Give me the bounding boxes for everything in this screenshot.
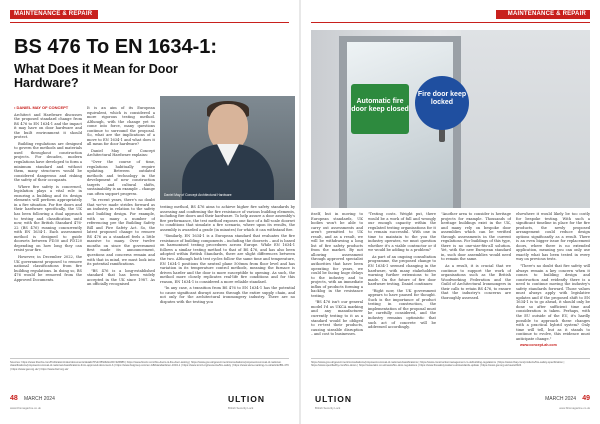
article-subhead: What Does it Mean for Door Hardware? — [14, 62, 178, 90]
photo-caption: Daniel May of Concept Architectural Hardware — [164, 193, 232, 197]
company-website-link[interactable]: www.concept-ah.com — [520, 343, 557, 348]
paragraph: "In any case, a transition from BS 476 to EN 1634-1 has the potential to cause significant disrupt across through the entire supply chain, and not only for the architectural ironmongery industry. There are no disputes with the testing you — [160, 286, 295, 304]
fire-door-sign-green: Automatic fire door keep closed — [351, 84, 409, 134]
page-footer — [311, 392, 590, 414]
article-headline: BS 476 To EN 1634-1: — [14, 36, 218, 58]
paragraph: "Testing costs. Weight put, there would be a work of full and wrongly our enough capacity within the regulated testing organisations for it to remain successful. With one in time to maintain to the you the industry operates, we must question whether it's a viable contractor or if we would be adding to a problem? — [368, 212, 436, 253]
body-column-3 — [441, 212, 511, 357]
page-number: 48 — [10, 395, 18, 402]
paragraph: itself, but in moving to European standards, UK bodies won't be able to carry out assessments and aren't permitted to UK result, and as a result, we will be withdrawing a long list of fire safety products from the market. By not allowing assessment through approved specialist authorities that have been operating for years, we could be facing huge delays to the industry and to projects, with an immediate influx of products forming a backlog in the resistance testing. — [311, 212, 363, 298]
wall — [461, 30, 590, 208]
body-column-1 — [311, 212, 363, 357]
author-portrait-photo — [160, 96, 295, 200]
page-number: 49 — [582, 395, 590, 402]
brand-logo: ULTION — [228, 394, 266, 404]
body-column-2 — [368, 212, 436, 357]
magazine-website: www.bhsmagazine.co.uk — [10, 406, 41, 410]
paragraph: Architect and Hardware discusses the proposed standard change from BS 476 to EN 1634-1 and the impact it may have on door hardware and the built environment it should protect. — [14, 112, 82, 140]
paragraph: It is an aim of its European equivalent, which is considered a more rigorous testing method. Although, with the change yet to come into force, many questions continue to surround the proposal. So, what are the implications of a move to EN 1634-1 and what does it all mean for door hardware? — [87, 106, 155, 147]
body-column-2 — [87, 106, 155, 356]
brand-tagline: British Security Lock — [315, 406, 341, 410]
paragraph: "There's no doubt that fire safety will always remain a key concern when it comes to building design and construction and evidently there is a need to continue moving the industry's safety standards forward. Those values must always apply with legislative updates and if the proposed shift to EN 1634-1 is to go ahead, it should only be done so after sufficient time and consideration is taken. Perhaps, with the EU outside of the EU, it's hardly possible to approach these changes with a practical hybrid system? Only time will tell, but as it stands to continue to evolve, this evidence must anticipate change." — [516, 264, 590, 341]
issue-month: MARCH 2024 — [24, 396, 55, 402]
paragraph: "BS 476 is a long-established standard that has been widely accepted in the UK since 1987. As an officially recognised — [87, 268, 155, 287]
section-tag: MAINTENANCE & REPAIR — [496, 10, 590, 19]
fire-door-photo — [311, 30, 590, 208]
paragraph: testing method, BS 476 aims to achieve higher fire safety standards by assessing and confirming the fire resistance of various building elements, including fire doors and their hardware. To help assure a door assembly's fire performance, the test method exposes one face of a full-scale doorset to conditions that simulate a fire scenario, where upon its results, the assembly is awarded a grade (in minutes) for which it can withstand fire. — [160, 205, 295, 232]
paragraph: Daniel May of Concept Architectural Hardware explains: — [87, 148, 155, 158]
brand-logo: ULTION — [315, 394, 353, 404]
body-column-4 — [516, 212, 590, 357]
paragraph: As part of an ongoing consultation programme, the proposed change to EN 1634-1 seemed changing in the hardware, with many stakeholders warning further extensions to be made. On the future of fire door hardware testing, Daniel continues: — [368, 254, 436, 287]
sources-note: Sources: https://www.thenbs.com/PublicationIndex/documents/details?Pub=BSI&DocID=326886 | https://www.firectc.com/fire-doors-&-fire-door-testing | https://www.gov.uk/government/consultations/proposed-removal-of-national-classifications/proposed-removal-of-national-classifications-from-approved-document-b | https://www.bsigroup.com/en-GB/standards/en-1634-1 | https://www.iom3.org/resource/fire-safety | https://www.ukca-marking.co.uk/article/BS-476 | https://www.gai.org.uk/ | https://www.bwf.org.uk/ — [10, 358, 289, 387]
right-page — [301, 0, 600, 424]
left-page — [0, 0, 299, 424]
issue-month: MARCH 2024 — [545, 396, 576, 402]
fire-door-sign-blue: Fire door keep locked — [415, 76, 469, 130]
paragraph: As a result, it is crucial that we continue to support the work of organisations such as the British Woodworking Federation and the Guild of Architectural Ironmongers in their calls to retain BS 476, to ensure that the industry's concerns are thoroughly assessed. — [441, 264, 511, 300]
body-column-1 — [14, 106, 82, 356]
magazine-website: www.bhsmagazine.co.uk — [559, 406, 590, 410]
paragraph: "BS 476 isn't our general model I'd as UKCA marking and any manufacturer currently testing to it as a standard would be obliged to re-test their products, causing sizeable disruption – and cost to businesses. — [311, 300, 363, 337]
paragraph: "In recent years, there's no doubt that we've made strides forward as an industry in relation to the safety and building design. For example, with so many a number of referencing pre the Building Safety Bill and Fire Safety Act. So, the latest proposed change to remove BS 476 as a standard feels a little massive to many. Over twelve months on since the government first made its announcement, questions and concerns remain and with that in mind, we must look into its potential ramifications. — [87, 198, 155, 267]
paragraph: Building regulations are designed to govern the methods and materials used throughout construction projects. For decades, modern regulations have developed to form a minimum standard and without them, many structures would be considered dangerous and risking the safety of their occupants. — [14, 141, 82, 183]
brand-tagline: British Security Lock — [228, 406, 254, 410]
sources-note: https://www.gov.uk/government/consultations/proposed-removal-of-national-classifications | https://www.constructionmanagement.co.uk/building-regulations | https://www.ribaj.com/products/fire-safety-specification | https://www.specifiedby.com/fire-doors | https://www.labc.co.uk/news/fire-door-regulations | https://www.firesafetymatters.uk/standards-update | https://www.gai.org.uk/news/2024 — [311, 358, 590, 387]
paragraph: "Over the course of time, regulations habitually require updating. Between outdated methods and technology in the development of new construction targets and cultural shifts, sustainability is an example – change can often support progress. — [87, 160, 155, 196]
paragraph: "Right now, the UK government appears to have paused for thought. Such is the importance of product testing in construction, the implementation of the proposal must be carefully considered, and the industry remains optimistic that such act of concrete will be addressed accordingly. — [368, 288, 436, 330]
paragraph: "Another area to consider is heritage projects for example. Thousands of heritage buildings exist in the UK, and many rely on bespoke door assemblies which can be verified through assessments in the current regulations. For buildings of this type, there is no one-size-fits-all solution. Yet, with the new European standard in, such door assemblies would need to remain the same. — [441, 212, 511, 262]
paragraph: elsewhere it would likely be too costly for bespoke testing. With such a significant timeline in place for the fire products, the newly proposed arrangement could reduce design options significantly as a result. There is an even bigger issue for replacement doors, where there is no extended application, meaning you can only use exactly what has been tested in every way on previous tests. — [516, 212, 590, 262]
section-tag: MAINTENANCE & REPAIR — [10, 10, 98, 19]
body-column-3 — [160, 205, 295, 356]
header-rule — [311, 22, 590, 23]
byline: • DANIEL MAY OF CONCEPT — [14, 106, 69, 110]
paragraph: However, in December 2022, the UK government proposed to remove national classifications from fire building regulations. In doing so, BS 476 would be removed from the Approved Documents. — [14, 254, 82, 282]
page-footer — [10, 392, 289, 414]
paragraph: Where fire safety is concerned, legislation plays a vital role in ensuring a building and its design elements will perform appropriately in a fire situation. For fire doors and their hardware specifically, the UK has been following a dual approach to testing and classification until now, with the British Standard 476-22 (BS 476) running concurrently with EN 1634-1. Each assessment method is designed to guide doorsets between FD30 and FD120 depending on how long they can resist your fire. — [14, 184, 82, 253]
paragraph: "Similarly, EN 1634-1 is a European standard that evaluates the fire resistance of building components – including the doorsets – and is based on harmonised testing procedures across Europe. While EN 1634-1 follows a similar testing method to that of BS 476, and has also been adopted within British Standards, there are slight differences between the two. Although both test cycles follow the same time and temperature, EN 1634-1 positions the neutral plane 500mm from floor level and has variation in its temperature control methods, meaning the furnace is driven harder and the door is more susceptible to opening. As such, the method more closely replicates real-life fire conditions and for this reason, EN 1634-1 is considered a more reliable standard. — [160, 234, 295, 284]
header-rule — [10, 22, 289, 23]
